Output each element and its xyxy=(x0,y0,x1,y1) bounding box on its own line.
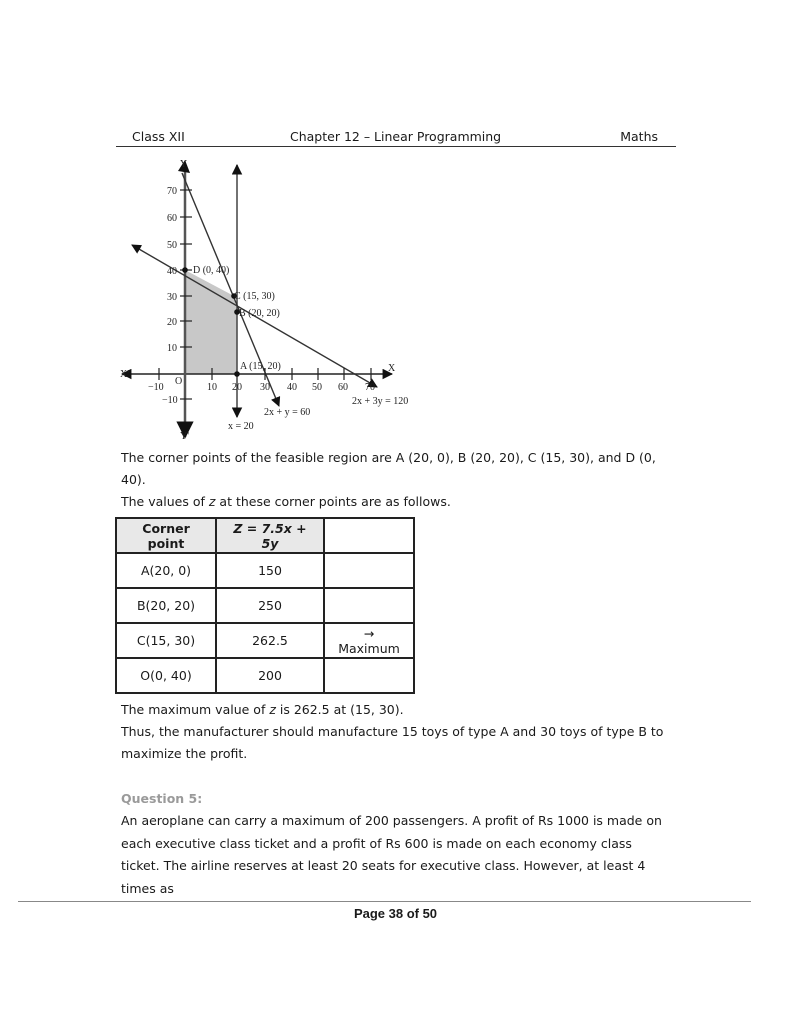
y-tick-label: 70 xyxy=(167,186,177,197)
table-cell xyxy=(324,553,414,588)
table-cell: 262.5 xyxy=(216,623,324,658)
maximum-paragraph xyxy=(121,699,666,721)
y-tick-label: 10 xyxy=(167,343,177,354)
header-chapter: Chapter 12 – Linear Programming xyxy=(290,129,502,144)
y-tick-label: −10 xyxy=(162,395,178,406)
table-row xyxy=(116,553,414,588)
table-cell: 250 xyxy=(216,588,324,623)
page-number: Page 38 of 50 xyxy=(353,906,438,921)
table-cell-maximum: → Maximum xyxy=(324,623,414,658)
axis-label-x-neg: X' xyxy=(120,369,130,380)
variable-z: z xyxy=(269,702,276,717)
x-tick-label: 20 xyxy=(232,382,242,393)
axis-label-x: X xyxy=(388,363,396,374)
table-header-cell: Z = 7.5x + 5y xyxy=(216,518,324,553)
x-tick-label: 60 xyxy=(338,382,348,393)
x-tick-label: 30 xyxy=(260,382,270,393)
corner-points-paragraph: The corner points of the feasible region are A (20, 0), B (20, 20), C (15, 30), and D (0, 40). xyxy=(121,450,656,487)
footer-divider xyxy=(18,901,751,902)
table-cell xyxy=(324,658,414,693)
table-header-cell: Corner point xyxy=(116,518,216,553)
line-label-2x-plus-y-60: 2x + y = 60 xyxy=(264,407,311,418)
table-cell xyxy=(324,588,414,623)
table-cell: C(15, 30) xyxy=(116,623,216,658)
maximum-text: The maximum value of xyxy=(121,702,270,717)
table-cell: 200 xyxy=(216,658,324,693)
table-row xyxy=(116,623,414,658)
question-title: Question 5: xyxy=(121,791,203,806)
y-tick-label: 50 xyxy=(167,240,177,251)
table-row xyxy=(116,658,414,693)
axis-label-origin: O xyxy=(175,376,183,387)
point-d xyxy=(182,267,188,273)
table-cell: 150 xyxy=(216,553,324,588)
table-cell: O(0, 40) xyxy=(116,658,216,693)
table-cell: B(20, 20) xyxy=(116,588,216,623)
x-tick-label: 50 xyxy=(312,382,322,393)
y-tick-label: 30 xyxy=(167,292,177,303)
point-label-c: C (15, 30) xyxy=(234,291,275,302)
values-intro-text: at these corner points are as follows. xyxy=(215,494,451,509)
line-label-2x-plus-3y-120: 2x + 3y = 120 xyxy=(352,396,409,407)
point-label-a: A (15, 20) xyxy=(240,361,281,372)
axis-label-y: Y xyxy=(180,159,188,170)
question-body: An aeroplane can carry a maximum of 200 passengers. A profit of Rs 1000 is made on each executive class ticket and a profit of Rs 600 is made on each economy class ticket. The airline reserves at least 20 seats for executive class. However, at least 4 times as xyxy=(121,813,662,896)
axis-label-y-neg: Y' xyxy=(180,431,190,442)
table-header-cell xyxy=(324,518,414,553)
x-tick-label: −10 xyxy=(148,382,164,393)
point-label-b: B (20, 20) xyxy=(239,308,280,319)
maximum-text: is 262.5 at (15, 30). xyxy=(275,702,404,717)
y-tick-label: 20 xyxy=(167,317,177,328)
x-tick-label: 10 xyxy=(207,382,217,393)
feasible-region-graph xyxy=(112,155,422,445)
x-tick-label: 40 xyxy=(287,382,297,393)
page-header xyxy=(116,128,676,147)
header-subject: Maths xyxy=(620,129,658,144)
values-intro-text: The values of xyxy=(121,494,209,509)
table-header-row xyxy=(116,518,414,553)
point-label-d: D (0, 40) xyxy=(193,265,230,276)
x-tick-label: 70 xyxy=(365,382,375,393)
corner-values-table xyxy=(115,517,415,694)
table-row xyxy=(116,588,414,623)
conclusion-paragraph: Thus, the manufacturer should manufacture 15 toys of type A and 30 toys of type B to maximize the profit. xyxy=(121,724,664,761)
table-cell: A(20, 0) xyxy=(116,553,216,588)
point-a xyxy=(234,371,240,377)
line-label-x-20: x = 20 xyxy=(228,421,254,432)
y-tick-label: 60 xyxy=(167,213,177,224)
values-intro-paragraph xyxy=(121,491,666,513)
header-class: Class XII xyxy=(132,129,185,144)
variable-z: z xyxy=(208,494,216,509)
y-tick-label: 40 xyxy=(167,266,177,277)
